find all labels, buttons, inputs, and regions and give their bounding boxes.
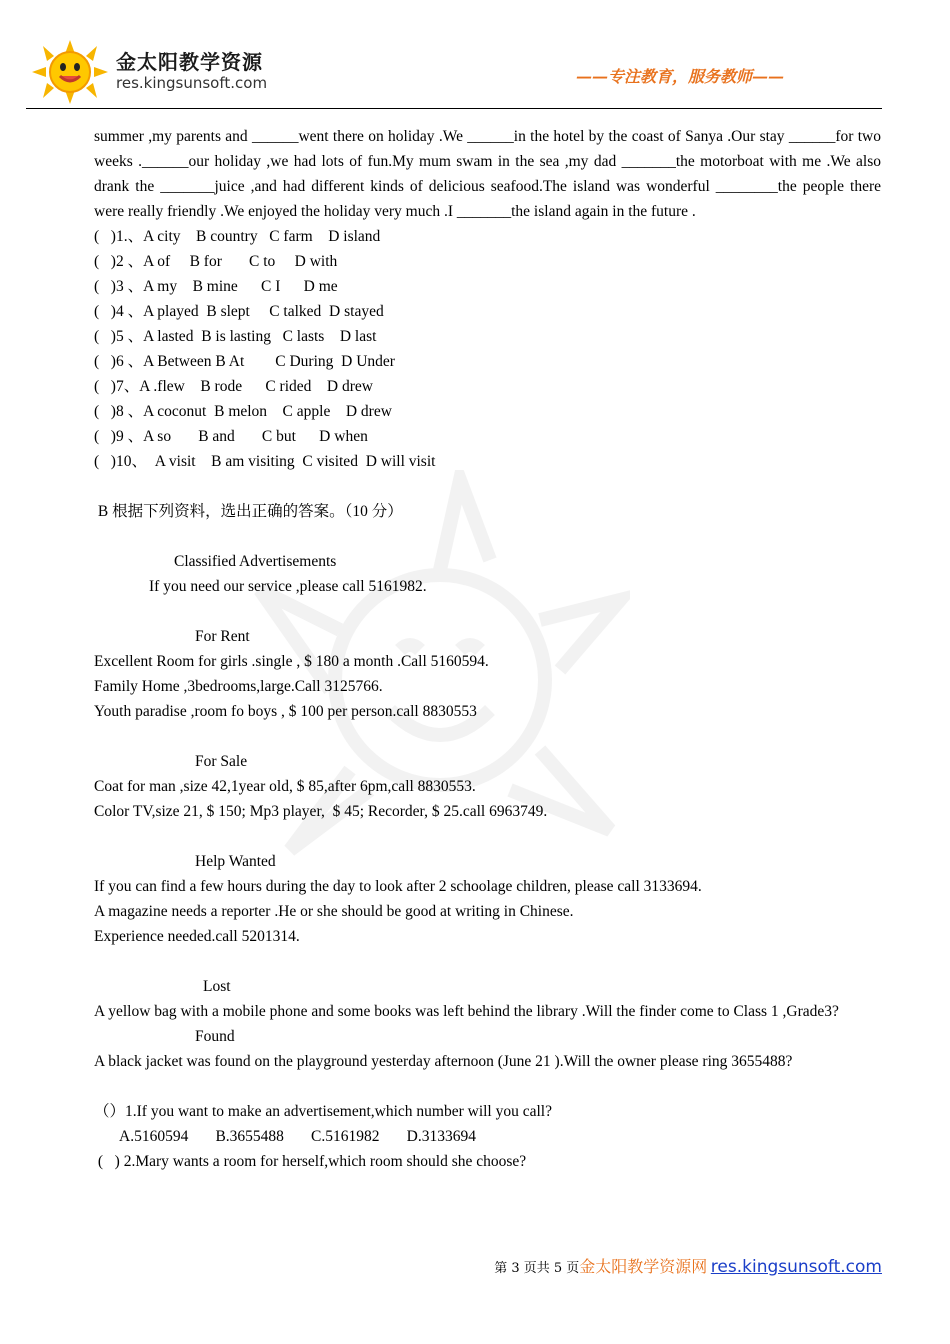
page-info: 第 3 页共 5 页 [494,1261,580,1276]
cloze-option-3: ( )3 、A my B mine C I D me [94,278,338,295]
sale-heading: For Sale [195,753,248,770]
cloze-option-7: ( )7、A .flew B rode C rided D drew [94,378,373,395]
cloze-passage: summer ,my parents and ______went there on holiday .We ______in the hotel by the coast of Sanya .Our stay ______for two weeks .______our holiday ,we had lots of fun.My mum swam in the sea ,my dad _______the motorboat with me .We also drank the _______juice ,and had different kinds of delicious seafood.The island was wonderful ________the people there were really friendly .We enjoyed the holiday very much .I _______the island again in the future . [94,128,881,220]
header-slogan: ——专注教育，服务教师—— [575,67,784,86]
help-line-2: A magazine needs a reporter .He or she should be good at writing in Chinese. [94,903,574,920]
help-line-1: If you can find a few hours during the day to look after 2 schoolage children, please call 3133694. [94,878,702,895]
brand-url: res.kingsunsoft.com [116,74,268,92]
page-content [94,124,881,1174]
help-heading: Help Wanted [195,853,276,870]
question-1-options: A.5160594 B.3655488 C.5161982 D.3133694 [119,1128,476,1145]
cloze-option-6: ( )6 、A Between B At C During D Under [94,353,395,370]
cloze-option-5: ( )5 、A lasted B is lasting C lasts D last [94,328,377,345]
sun-logo-icon [32,40,108,104]
section-b-heading: B 根据下列资料，选出正确的答案。（10 分） [94,503,403,520]
rent-line-3: Youth paradise ,room fo boys , $ 100 per person.call 8830553 [94,703,477,720]
found-heading: Found [195,1028,235,1045]
header-divider [26,108,882,109]
footer-brand: 金太阳教学资源网 [579,1257,708,1276]
cloze-option-9: ( )9 、A so B and C but D when [94,428,368,445]
footer-link[interactable]: res.kingsunsoft.com [710,1257,882,1277]
question-2: ( ) 2.Mary wants a room for herself,which room should she choose? [94,1153,527,1170]
cloze-options [94,224,881,474]
question-1: （）1.If you want to make an advertisement,which number will you call? [94,1103,552,1120]
found-text: A black jacket was found on the playground yesterday afternoon (June 21 ).Will the owner please ring 3655488? [94,1053,793,1070]
cloze-option-1: ( )1.、A city B country C farm D island [94,228,381,245]
rent-heading: For Rent [195,628,250,645]
lost-text: A yellow bag with a mobile phone and some books was left behind the library .Will the finder come to Class 1 ,Grade3? [94,1003,839,1020]
cloze-option-2: ( )2 、A of B for C to D with [94,253,338,270]
brand-name: 金太阳教学资源 [116,50,263,74]
cloze-option-10: ( )10、 A visit B am visiting C visited D will visit [94,453,436,470]
rent-line-1: Excellent Room for girls .single , $ 180 a month .Call 5160594. [94,653,489,670]
cloze-option-4: ( )4 、A played B slept C talked D stayed [94,303,384,320]
lost-heading: Lost [203,978,231,995]
ads-service: If you need our service ,please call 5161982. [149,578,427,595]
sale-line-2: Color TV,size 21, $ 150; Mp3 player, $ 45; Recorder, $ 25.call 6963749. [94,803,548,820]
help-line-3: Experience needed.call 5201314. [94,928,300,945]
ads-title: Classified Advertisements [174,553,337,570]
header-logo [32,40,282,100]
rent-line-2: Family Home ,3bedrooms,large.Call 3125766. [94,678,383,695]
cloze-option-8: ( )8 、A coconut B melon C apple D drew [94,403,392,420]
sale-line-1: Coat for man ,size 42,1year old, $ 85,after 6pm,call 8830553. [94,778,476,795]
page-footer [494,1254,882,1277]
